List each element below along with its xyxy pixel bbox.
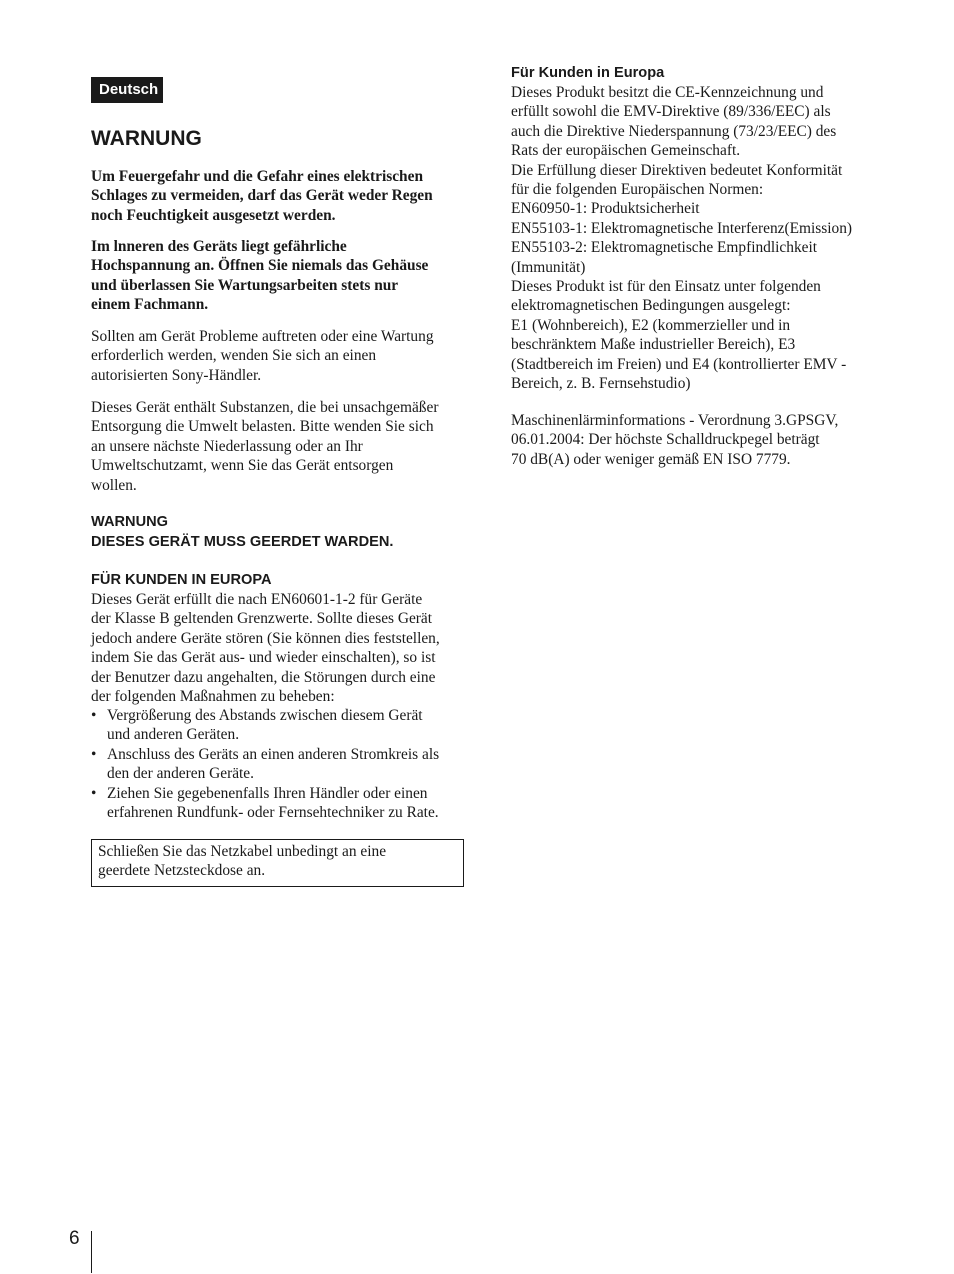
- text-line: jedoch andere Geräte stören (Sie können dies feststellen,: [91, 629, 440, 647]
- text-line: Die Erfüllung dieser Direktiven bedeutet Konformität: [511, 161, 843, 179]
- text-line: erfüllt sowohl die EMV-Direktive (89/336/EEC) als: [511, 103, 831, 121]
- ground-warning-heading: [91, 512, 393, 552]
- text-line: EN55103-2: Elektromagnetische Empfindlichkeit: [511, 239, 818, 257]
- text-line: und überlassen Sie Wartungsarbeiten stets nur: [91, 276, 399, 294]
- text-line: indem Sie das Gerät aus- und wieder einschalten), so ist: [91, 649, 436, 667]
- text-line: noch Feuchtigkeit ausgesetzt werden.: [91, 206, 336, 224]
- grounding-note-box: [91, 839, 464, 887]
- text-line: der Benutzer dazu angehalten, die Störungen durch eine: [91, 668, 436, 686]
- list-item: [91, 784, 467, 823]
- text-line: der Klasse B geltenden Grenzwerte. Sollte dieses Gerät: [91, 610, 433, 628]
- text-line: Sollten am Gerät Probleme auftreten oder eine Wartung: [91, 328, 434, 345]
- text-line: Entsorgung die Umwelt belasten. Bitte wenden Sie sich: [91, 418, 434, 436]
- text-line: 70 dB(A) oder weniger gemäß EN ISO 7779.: [511, 450, 791, 468]
- text-line: Dieses Produkt besitzt die CE-Kennzeichnung und: [511, 84, 824, 101]
- europe-heading: FÜR KUNDEN IN EUROPA: [91, 572, 272, 588]
- text-line: Dieses Gerät erfüllt die nach EN60601-1-2 für Geräte: [91, 591, 423, 608]
- text-line: (Immunität): [511, 258, 586, 276]
- text-line: Im lnneren des Geräts liegt gefährliche: [91, 238, 347, 255]
- text-line: Bereich, z. B. Fernsehstudio): [511, 375, 691, 393]
- text-line: EN60950-1: Produktsicherheit: [511, 200, 700, 218]
- text-line: und anderen Geräten.: [107, 726, 240, 744]
- text-line: Dieses Gerät enthält Substanzen, die bei unsachgemäßer: [91, 399, 439, 416]
- text-line: autorisierten Sony-Händler.: [91, 366, 262, 384]
- text-line: geerdete Netzsteckdose an.: [98, 862, 266, 880]
- text-line: Schlages zu vermeiden, darf das Gerät weder Regen: [91, 187, 433, 205]
- text-line: EN55103-1: Elektromagnetische Interferenz(Emission): [511, 219, 853, 237]
- text-line: Rats der europäischen Gemeinschaft.: [511, 142, 741, 160]
- text-line: für die folgenden Europäischen Normen:: [511, 181, 764, 199]
- text-line: der folgenden Maßnahmen zu beheben:: [91, 688, 335, 706]
- text-line: Um Feuergefahr und die Gefahr eines elektrischen: [91, 168, 424, 185]
- text-line: elektromagnetischen Bedingungen ausgelegt:: [511, 297, 791, 315]
- page-number: 6: [69, 1228, 80, 1249]
- text-line: 06.01.2004: Der höchste Schalldruckpegel beträgt: [511, 431, 820, 449]
- service-paragraph: [91, 327, 467, 385]
- warning-paragraph-1: [91, 167, 467, 225]
- measures-list: [91, 706, 467, 822]
- list-item: [91, 745, 467, 784]
- text-line: beschränktem Maße industrieller Bereich), E3: [511, 336, 796, 354]
- text-line: Hochspannung an. Öffnen Sie niemals das Gehäuse: [91, 257, 429, 275]
- warning-paragraph-2: [91, 237, 467, 315]
- text-line: • Vergrößerung des Abstands zwischen diesem Gerät: [107, 707, 423, 724]
- text-line: Maschinenlärminformations - Verordnung 3.GPSGV,: [511, 412, 839, 429]
- language-tag: Deutsch: [91, 77, 163, 103]
- text-line: erfahrenen Rundfunk- oder Fernsehtechniker zu Rate.: [107, 804, 439, 822]
- text-line: • Anschluss des Geräts an einen anderen Stromkreis als: [107, 745, 440, 763]
- page-number-divider: [91, 1231, 92, 1273]
- text-line: den der anderen Geräte.: [107, 765, 254, 783]
- europe-paragraph: [91, 590, 467, 706]
- disposal-paragraph: [91, 398, 467, 495]
- text-line: Umweltschutzamt, wenn Sie das Gerät entsorgen: [91, 457, 394, 475]
- text-line: E1 (Wohnbereich), E2 (kommerzieller und in: [511, 316, 791, 334]
- text-line: • Ziehen Sie gegebenenfalls Ihren Händler oder einen: [107, 784, 428, 802]
- text-line: Schließen Sie das Netzkabel unbedingt an eine: [98, 843, 387, 860]
- page-title: WARNUNG: [91, 127, 202, 150]
- text-line: an unsere nächste Niederlassung oder an Ihr: [91, 437, 363, 455]
- heading-line: WARNUNG: [91, 514, 169, 530]
- list-item: [91, 706, 467, 745]
- noise-paragraph: [511, 411, 891, 469]
- heading-line: DIESES GERÄT MUSS GEERDET WARDEN.: [91, 534, 394, 550]
- ce-compliance-paragraph: [511, 83, 891, 394]
- text-line: (Stadtbereich im Freien) und E4 (kontrollierter EMV -: [511, 355, 847, 373]
- text-line: einem Fachmann.: [91, 296, 209, 314]
- text-line: Dieses Produkt ist für den Einsatz unter folgenden: [511, 278, 821, 296]
- text-line: wollen.: [91, 476, 137, 494]
- text-line: auch die Direktive Niederspannung (73/23/EEC) des: [511, 122, 837, 140]
- text-line: erforderlich werden, wenden Sie sich an einen: [91, 347, 377, 365]
- right-europe-heading: Für Kunden in Europa: [511, 65, 665, 81]
